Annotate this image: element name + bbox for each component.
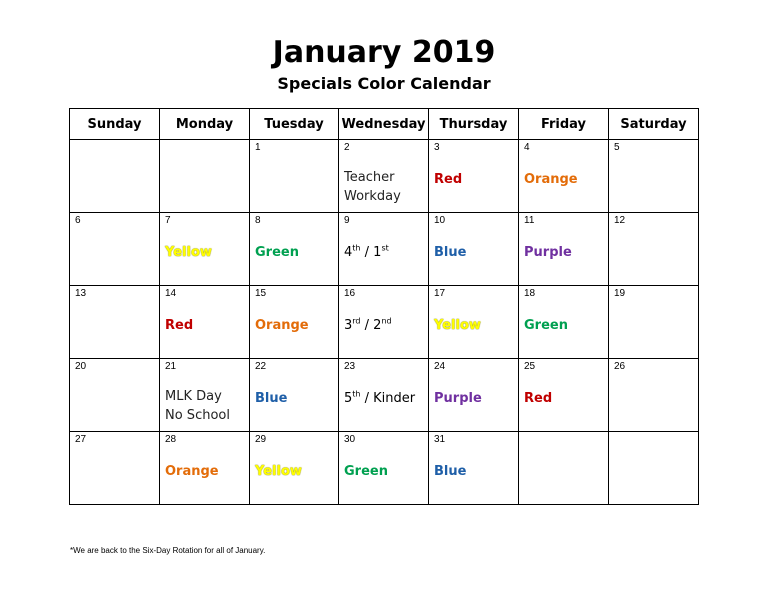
calendar-day-cell-saturday <box>609 359 699 432</box>
calendar-day-cell-saturday <box>609 213 699 286</box>
day-number: 30 <box>344 434 356 445</box>
grade-level-first: 3 <box>344 318 353 333</box>
calendar-day-cell-thursday <box>429 213 519 286</box>
day-number: 15 <box>255 288 267 299</box>
grade-levels <box>344 389 415 408</box>
calendar-week-row <box>70 359 699 432</box>
rotation-color-label: Orange <box>524 172 578 187</box>
rotation-color-label: Blue <box>434 245 467 260</box>
rotation-color-label: Orange <box>255 318 309 333</box>
grade-levels <box>344 316 392 335</box>
calendar-week-row <box>70 286 699 359</box>
grade-suffix-second: st <box>381 243 389 253</box>
calendar-table <box>69 108 699 505</box>
weekday-header-sunday: Sunday <box>70 109 160 140</box>
calendar-day-cell-sunday <box>70 286 160 359</box>
rotation-color-label: Red <box>434 172 463 187</box>
day-note-line: No School <box>165 408 230 423</box>
calendar-week-row <box>70 140 699 213</box>
calendar-day-cell-saturday <box>609 286 699 359</box>
rotation-color-label: Yellow <box>255 464 302 479</box>
calendar-day-cell-thursday <box>429 140 519 213</box>
day-note-line: MLK Day <box>165 389 222 404</box>
grade-suffix-first: th <box>352 389 361 399</box>
weekday-header-saturday: Saturday <box>609 109 699 140</box>
grade-separator: / <box>360 391 374 406</box>
rotation-color-label: Orange <box>165 464 219 479</box>
day-note <box>165 387 230 425</box>
day-number: 26 <box>614 361 626 372</box>
calendar-day-cell-friday <box>519 286 609 359</box>
calendar-day-cell-sunday <box>70 140 160 213</box>
calendar-day-cell-friday <box>519 359 609 432</box>
calendar-day-cell-tuesday <box>250 432 339 505</box>
rotation-color-label: Blue <box>434 464 467 479</box>
calendar-week-row <box>70 213 699 286</box>
day-number: 10 <box>434 215 446 226</box>
grade-level-first: 4 <box>344 245 353 260</box>
day-note <box>344 168 401 206</box>
weekday-header-wednesday: Wednesday <box>339 109 429 140</box>
calendar-day-cell-thursday <box>429 432 519 505</box>
day-number: 18 <box>524 288 536 299</box>
rotation-color-label: Yellow <box>165 245 212 260</box>
calendar-day-cell-wednesday <box>339 432 429 505</box>
day-note-line: Workday <box>344 189 401 204</box>
calendar-day-cell-monday <box>160 432 250 505</box>
rotation-color-label: Red <box>524 391 553 406</box>
calendar-day-cell-thursday <box>429 359 519 432</box>
day-number: 7 <box>165 215 171 226</box>
grade-levels <box>344 243 389 262</box>
day-number: 13 <box>75 288 87 299</box>
day-number: 12 <box>614 215 626 226</box>
calendar-day-cell-friday <box>519 432 609 505</box>
day-number: 23 <box>344 361 356 372</box>
page-subtitle: Specials Color Calendar <box>277 74 491 93</box>
day-number: 5 <box>614 142 620 153</box>
weekday-header-friday: Friday <box>519 109 609 140</box>
calendar-day-cell-friday <box>519 140 609 213</box>
rotation-color-label: Green <box>344 464 388 479</box>
day-number: 31 <box>434 434 446 445</box>
grade-separator: / <box>360 318 374 333</box>
calendar-week-row <box>70 432 699 505</box>
grade-suffix-second: nd <box>381 316 392 326</box>
day-number: 27 <box>75 434 87 445</box>
day-number: 14 <box>165 288 177 299</box>
calendar-day-cell-sunday <box>70 432 160 505</box>
day-number: 25 <box>524 361 536 372</box>
calendar-day-cell-wednesday <box>339 213 429 286</box>
day-number: 20 <box>75 361 87 372</box>
calendar-day-cell-friday <box>519 213 609 286</box>
rotation-color-label: Green <box>255 245 299 260</box>
grade-level-second: 1 <box>373 245 382 260</box>
rotation-color-label: Blue <box>255 391 288 406</box>
grade-suffix-first: th <box>352 243 361 253</box>
grade-level-first: 5 <box>344 391 353 406</box>
day-number: 9 <box>344 215 350 226</box>
grade-level-second: 2 <box>373 318 382 333</box>
day-number: 19 <box>614 288 626 299</box>
calendar-day-cell-tuesday <box>250 213 339 286</box>
calendar-day-cell-saturday <box>609 140 699 213</box>
day-number: 16 <box>344 288 356 299</box>
day-number: 24 <box>434 361 446 372</box>
rotation-color-label: Purple <box>524 245 572 260</box>
calendar-day-cell-tuesday <box>250 286 339 359</box>
calendar-day-cell-tuesday <box>250 359 339 432</box>
calendar-day-cell-tuesday <box>250 140 339 213</box>
day-note-line: Teacher <box>344 170 395 185</box>
day-number: 29 <box>255 434 267 445</box>
weekday-header-thursday: Thursday <box>429 109 519 140</box>
rotation-color-label: Green <box>524 318 568 333</box>
calendar-day-cell-monday <box>160 359 250 432</box>
day-number: 6 <box>75 215 81 226</box>
calendar-day-cell-monday <box>160 213 250 286</box>
grade-separator: / <box>360 245 374 260</box>
calendar-day-cell-saturday <box>609 432 699 505</box>
grade-level-second: Kinder <box>373 391 416 406</box>
weekday-header-tuesday: Tuesday <box>250 109 339 140</box>
day-number: 2 <box>344 142 350 153</box>
day-number: 17 <box>434 288 446 299</box>
page-title: January 2019 <box>272 35 496 70</box>
calendar-day-cell-wednesday <box>339 286 429 359</box>
day-number: 11 <box>524 215 535 226</box>
day-number: 8 <box>255 215 261 226</box>
calendar-day-cell-thursday <box>429 286 519 359</box>
weekday-header-row <box>70 109 699 140</box>
grade-suffix-first: rd <box>352 316 361 326</box>
calendar-day-cell-monday <box>160 286 250 359</box>
calendar-day-cell-monday <box>160 140 250 213</box>
calendar-day-cell-sunday <box>70 359 160 432</box>
rotation-color-label: Yellow <box>434 318 481 333</box>
day-number: 4 <box>524 142 530 153</box>
day-number: 22 <box>255 361 267 372</box>
day-number: 1 <box>255 142 261 153</box>
day-number: 3 <box>434 142 440 153</box>
calendar-day-cell-wednesday <box>339 359 429 432</box>
calendar-day-cell-sunday <box>70 213 160 286</box>
day-number: 21 <box>165 361 177 372</box>
rotation-color-label: Red <box>165 318 194 333</box>
footnote: *We are back to the Six-Day Rotation for all of January. <box>70 546 266 555</box>
rotation-color-label: Purple <box>434 391 482 406</box>
calendar-day-cell-wednesday <box>339 140 429 213</box>
day-number: 28 <box>165 434 177 445</box>
weekday-header-monday: Monday <box>160 109 250 140</box>
